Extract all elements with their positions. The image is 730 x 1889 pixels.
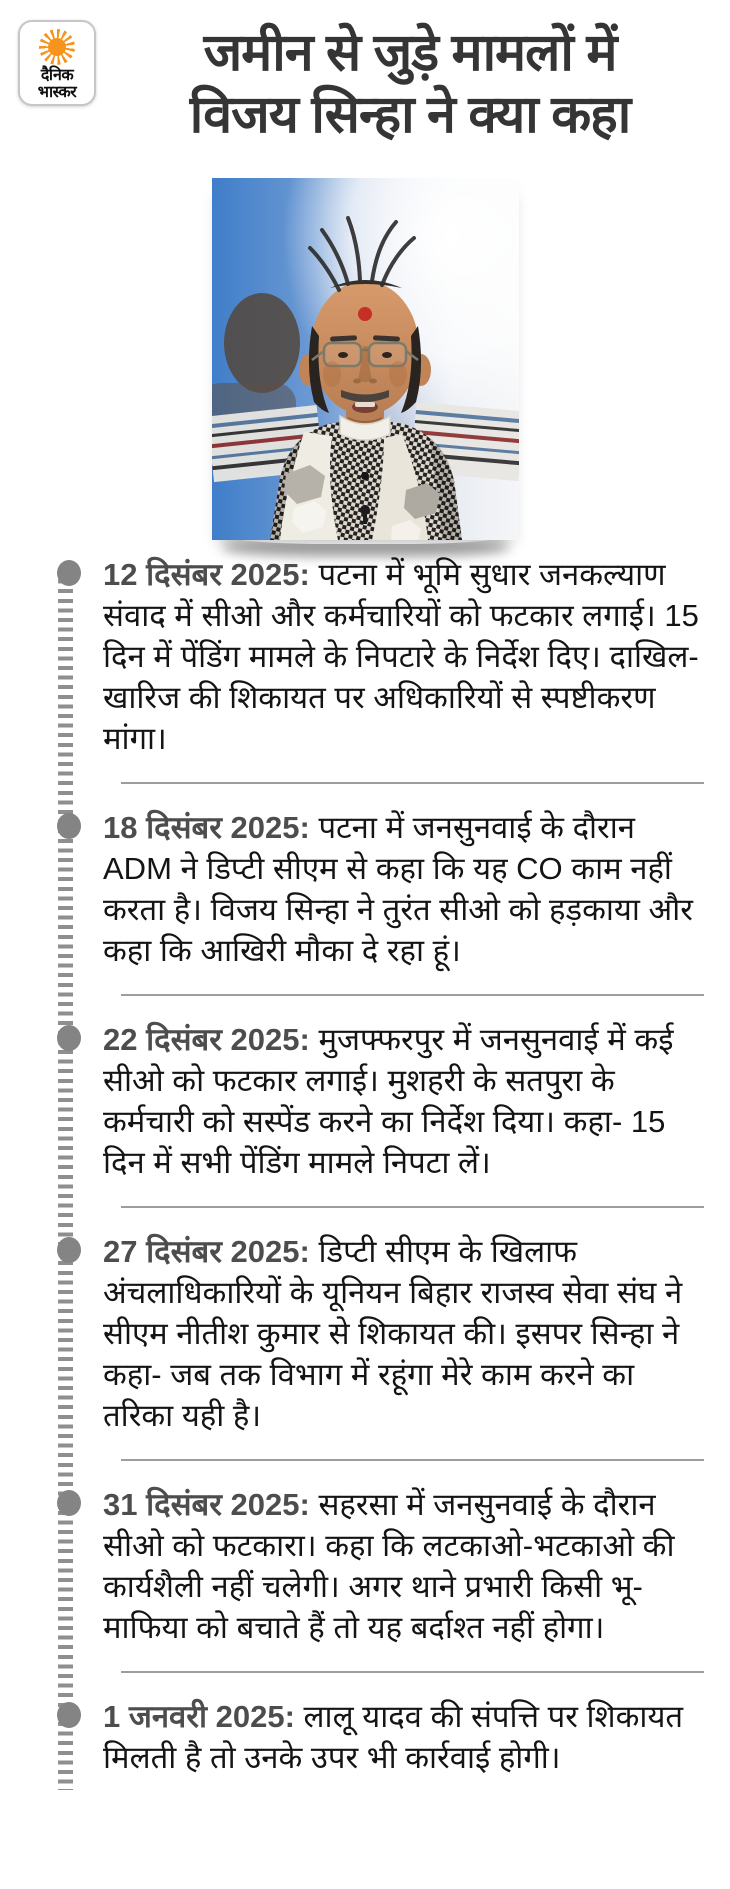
entry-date: 1 जनवरी 2025: (103, 1699, 295, 1734)
entry-bullet (57, 813, 81, 839)
brand-name-line1: दैनिक (40, 67, 74, 84)
entry-bullet (57, 1025, 81, 1051)
entry-date: 18 दिसंबर 2025: (103, 810, 310, 845)
entry-paragraph (103, 1484, 710, 1648)
entry-divider (121, 994, 704, 996)
timeline-entry-6 (103, 1696, 710, 1778)
entry-date: 27 दिसंबर 2025: (103, 1234, 310, 1269)
title-line-1: जमीन से जुड़े मामलों में (203, 24, 617, 82)
timeline-entry-2 (103, 807, 710, 971)
header (0, 0, 730, 150)
entry-text: मुजफ्फरपुर में जनसुनवाई में कई सीओ को फटकार लगाई। मुशहरी के सतपुरा के कर्मचारी को सस्पेंड करने का निर्देश दिया। कहा- 15 दिन में सभी पेंडिंग मामले निपटा लें। (103, 1022, 674, 1180)
timeline-entry-1 (103, 554, 710, 759)
portrait-illustration (212, 178, 519, 540)
entry-bullet (57, 1237, 81, 1263)
timeline-entry-5 (103, 1484, 710, 1648)
brand-name-line2: भास्कर (37, 84, 77, 101)
entry-divider (121, 1459, 704, 1461)
timeline-dash-line (58, 570, 73, 1790)
entry-text: डिप्टी सीएम के खिलाफ अंचलाधिकारियों के यूनियन बिहार राजस्व सेवा संघ ने सीएम नीतीश कुमार से शिकायत की। इसपर सिन्हा ने कहा- जब तक विभाग में रहूंगा मेरे काम करने का तरिका यही है। (103, 1234, 683, 1433)
entry-text: पटना में भूमि सुधार जनकल्याण संवाद में सीओ और कर्मचारियों को फटकार लगाई। 15 दिन में पेंडिंग मामले के निपटारे के निर्देश दिए। दाखिल-खारिज की शिकायत पर अधिकारियों से स्पष्टीकरण मांगा। (103, 557, 699, 756)
entry-bullet (57, 1490, 81, 1516)
page-title (100, 22, 720, 146)
brand-name (38, 67, 76, 101)
brand-logo (18, 20, 96, 106)
entry-paragraph (103, 807, 710, 971)
entry-divider (121, 782, 704, 784)
entry-text: पटना में जनसुनवाई के दौरान ADM ने डिप्टी सीएम से कहा कि यह CO काम नहीं करता है। विजय सिन्हा ने तुरंत सीओ को हड़काया और कहा कि आखिरी मौका दे रहा हूं। (103, 810, 693, 968)
entry-paragraph (103, 1696, 710, 1778)
timeline-entry-3 (103, 1019, 710, 1183)
entry-text: सहरसा में जनसुनवाई के दौरान सीओ को फटकारा। कहा कि लटकाओ-भटकाओ की कार्यशैली नहीं चलेगी। अगर थाने प्रभारी किसी भू-माफिया को बचाते हैं तो यह बर्दाश्त नहीं होगा। (103, 1487, 675, 1645)
entry-divider (121, 1671, 704, 1673)
entry-paragraph (103, 554, 710, 759)
timeline-entry-4 (103, 1231, 710, 1436)
portrait-photo (212, 178, 519, 540)
entry-paragraph (103, 1231, 710, 1436)
sun-icon (39, 29, 75, 65)
entry-divider (121, 1206, 704, 1208)
entry-date: 31 दिसंबर 2025: (103, 1487, 310, 1522)
entry-paragraph (103, 1019, 710, 1183)
entry-text: लालू यादव की संपत्ति पर शिकायत मिलती है तो उनके उपर भी कार्रवाई होगी। (103, 1699, 684, 1775)
entry-bullet (57, 560, 81, 586)
entry-bullet (57, 1702, 81, 1728)
timeline (0, 554, 730, 1804)
entry-date: 22 दिसंबर 2025: (103, 1022, 310, 1057)
title-line-2: विजय सिन्हा ने क्या कहा (189, 86, 631, 144)
entry-date: 12 दिसंबर 2025: (103, 557, 310, 592)
